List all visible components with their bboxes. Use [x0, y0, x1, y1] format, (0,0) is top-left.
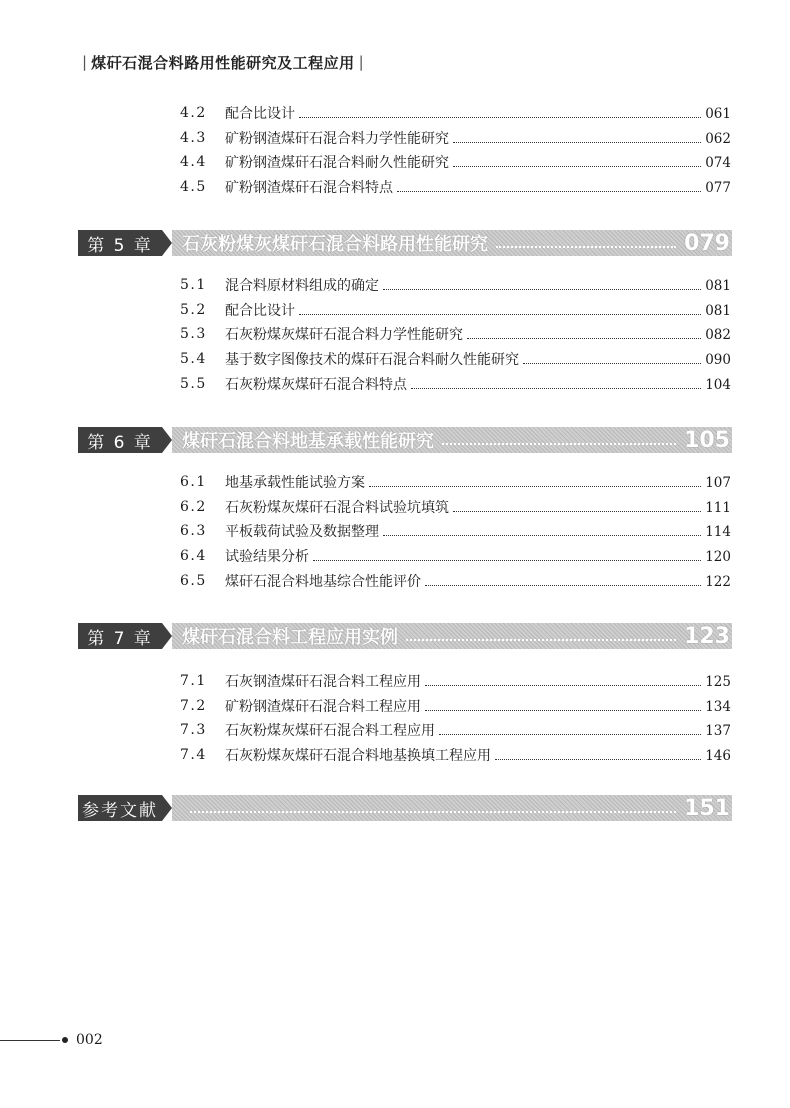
- entry-page: 146: [705, 748, 731, 765]
- entry-title: 石灰粉煤灰煤矸石混合料特点: [225, 376, 407, 393]
- leader-dots: [299, 314, 701, 315]
- entry-number: 4.5: [180, 179, 207, 196]
- entry-number: 4.4: [180, 154, 207, 171]
- entry-title: 地基承载性能试验方案: [225, 475, 365, 492]
- leader-dots: [453, 511, 701, 512]
- chapter-band: [172, 230, 732, 256]
- toc-entry[interactable]: [0, 347, 790, 372]
- leader-dots: [425, 710, 701, 711]
- leader-dots: [313, 560, 701, 561]
- chevron-right-icon: [162, 230, 172, 256]
- entry-number: 6.1: [180, 474, 207, 491]
- entry-title: 矿粉钢渣煤矸石混合料力学性能研究: [225, 130, 449, 147]
- leader-dots: [495, 759, 701, 760]
- toc-section-7: [0, 669, 790, 767]
- chapter-title: 煤矸石混合料地基承载性能研究: [182, 431, 434, 452]
- entry-number: 6.4: [180, 548, 207, 565]
- leader-dots: [299, 117, 701, 118]
- entry-page: 081: [705, 302, 731, 319]
- entry-number: 4.3: [180, 129, 207, 146]
- chapter-page: 105: [684, 427, 730, 453]
- entry-number: 7.2: [180, 697, 207, 714]
- entry-title: 平板载荷试验及数据整理: [225, 524, 379, 541]
- leader-dots: [442, 443, 676, 445]
- chevron-right-icon: [162, 623, 172, 649]
- header-bar-left: |: [82, 53, 88, 71]
- header-bar-right: |: [358, 53, 364, 71]
- entry-page: 090: [705, 352, 731, 369]
- chapter-page: 123: [684, 623, 730, 649]
- toc-section-4-continued: [0, 101, 790, 199]
- footer-rule: [0, 1040, 60, 1041]
- toc-entry[interactable]: [0, 273, 790, 298]
- entry-page: 107: [705, 475, 731, 492]
- chapter-6-heading[interactable]: [78, 427, 732, 453]
- entry-title: 配合比设计: [225, 106, 295, 123]
- leader-dots: [425, 685, 701, 686]
- chapter-label: 第 6 章: [78, 427, 162, 453]
- entry-title: 混合料原材料组成的确定: [225, 278, 379, 295]
- entry-page: 061: [705, 106, 731, 123]
- chevron-right-icon: [162, 427, 172, 453]
- chapter-page: 079: [684, 230, 730, 256]
- chapter-band: [172, 795, 732, 821]
- entry-number: 7.3: [180, 722, 207, 739]
- entry-number: 5.3: [180, 326, 207, 343]
- entry-page: 104: [705, 376, 731, 393]
- toc-entry[interactable]: [0, 519, 790, 544]
- chapter-label: 第 5 章: [78, 230, 162, 256]
- toc-entry[interactable]: [0, 322, 790, 347]
- entry-title: 煤矸石混合料地基综合性能评价: [225, 573, 421, 590]
- entry-title: 矿粉钢渣煤矸石混合料工程应用: [225, 698, 421, 715]
- toc-section-6: [0, 470, 790, 593]
- entry-page: 111: [705, 499, 731, 516]
- entry-page: 074: [705, 155, 731, 172]
- chapter-title: 煤矸石混合料工程应用实例: [182, 627, 398, 648]
- leader-dots: [496, 246, 676, 248]
- page-number: 002: [76, 1032, 103, 1048]
- chapter-7-heading[interactable]: [78, 623, 732, 649]
- entry-title: 基于数字图像技术的煤矸石混合料耐久性能研究: [225, 352, 519, 369]
- entry-number: 6.5: [180, 572, 207, 589]
- entry-number: 6.3: [180, 523, 207, 540]
- leader-dots: [369, 486, 701, 487]
- entry-title: 石灰钢渣煤矸石混合料工程应用: [225, 674, 421, 691]
- leader-dots: [383, 535, 701, 536]
- references-heading[interactable]: [78, 795, 732, 821]
- leader-dots: [383, 289, 701, 290]
- leader-dots: [397, 191, 701, 192]
- entry-title: 矿粉钢渣煤矸石混合料特点: [225, 180, 393, 197]
- entry-title: 配合比设计: [225, 302, 295, 319]
- leader-dots: [425, 585, 701, 586]
- entry-title: 矿粉钢渣煤矸石混合料耐久性能研究: [225, 155, 449, 172]
- entry-title: 石灰粉煤灰煤矸石混合料力学性能研究: [225, 327, 463, 344]
- leader-dots: [467, 338, 701, 339]
- entry-page: 125: [705, 674, 731, 691]
- leader-dots: [439, 734, 701, 735]
- entry-title: 石灰粉煤灰煤矸石混合料试验坑填筑: [225, 499, 449, 516]
- leader-dots: [453, 142, 701, 143]
- entry-number: 6.2: [180, 498, 207, 515]
- chapter-band: [172, 427, 732, 453]
- toc-entry[interactable]: [0, 694, 790, 719]
- chapter-band: [172, 623, 732, 649]
- entry-number: 4.2: [180, 105, 207, 122]
- entry-page: 114: [705, 524, 731, 541]
- entry-number: 5.5: [180, 375, 207, 392]
- entry-number: 5.2: [180, 301, 207, 318]
- toc-entry[interactable]: [0, 175, 790, 200]
- entry-page: 062: [705, 130, 731, 147]
- toc-entry[interactable]: [0, 298, 790, 323]
- entry-number: 5.4: [180, 351, 207, 368]
- footer-bullet: [62, 1037, 68, 1043]
- toc-entry[interactable]: [0, 669, 790, 694]
- toc-entry[interactable]: [0, 718, 790, 743]
- chevron-right-icon: [162, 795, 172, 821]
- entry-title: 石灰粉煤灰煤矸石混合料地基换填工程应用: [225, 748, 491, 765]
- entry-number: 7.1: [180, 673, 207, 690]
- entry-title: 石灰粉煤灰煤矸石混合料工程应用: [225, 723, 435, 740]
- running-header: [78, 50, 368, 74]
- entry-page: 134: [705, 698, 731, 715]
- toc-entry[interactable]: [0, 568, 790, 593]
- entry-page: 120: [705, 549, 731, 566]
- chapter-5-heading[interactable]: [78, 230, 732, 256]
- entry-number: 5.1: [180, 277, 207, 294]
- chapter-label: 参考文献: [78, 795, 162, 821]
- toc-section-5: [0, 273, 790, 396]
- leader-dots: [406, 639, 676, 641]
- toc-entry[interactable]: [0, 101, 790, 126]
- entry-page: 077: [705, 180, 731, 197]
- toc-entry[interactable]: [0, 544, 790, 569]
- entry-title: 试验结果分析: [225, 549, 309, 566]
- entry-page: 081: [705, 278, 731, 295]
- entry-page: 122: [705, 573, 731, 590]
- leader-dots: [190, 811, 676, 813]
- entry-number: 7.4: [180, 747, 207, 764]
- leader-dots: [411, 388, 701, 389]
- toc-entry[interactable]: [0, 371, 790, 396]
- toc-entry[interactable]: [0, 150, 790, 175]
- toc-entry[interactable]: [0, 470, 790, 495]
- book-title: 煤矸石混合料路用性能研究及工程应用: [91, 53, 355, 72]
- leader-dots: [453, 166, 701, 167]
- toc-entry[interactable]: [0, 495, 790, 520]
- toc-entry[interactable]: [0, 126, 790, 151]
- chapter-title: 石灰粉煤灰煤矸石混合料路用性能研究: [182, 234, 488, 255]
- leader-dots: [523, 363, 701, 364]
- entry-page: 082: [705, 327, 731, 344]
- page-footer: [0, 1030, 103, 1050]
- toc-entry[interactable]: [0, 743, 790, 768]
- chapter-page: 151: [684, 795, 730, 821]
- chapter-label: 第 7 章: [78, 623, 162, 649]
- entry-page: 137: [705, 723, 731, 740]
